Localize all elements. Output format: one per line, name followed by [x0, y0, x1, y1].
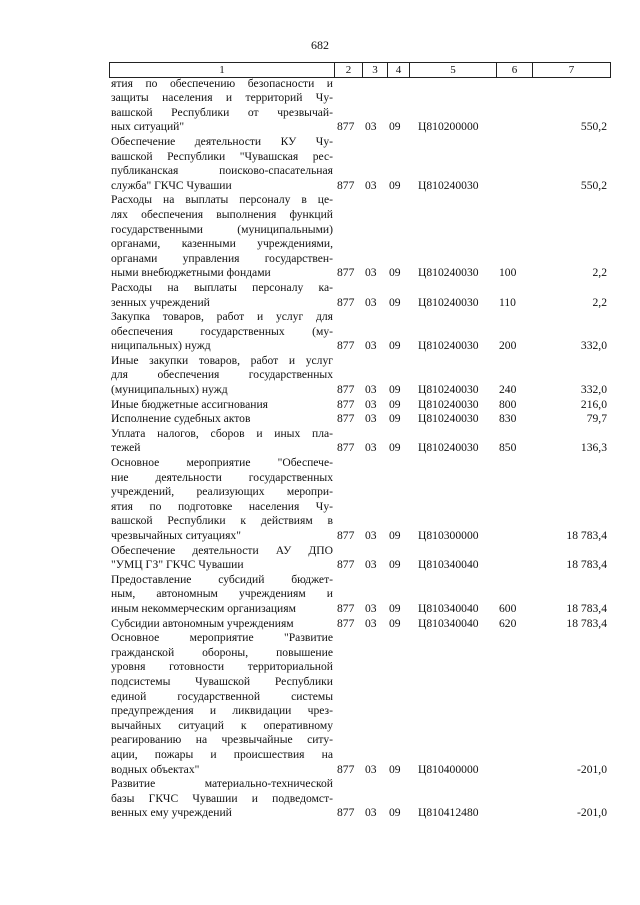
subsection-code: 09 [389, 558, 401, 572]
expense-type-code [497, 763, 533, 778]
section-code: 03 [365, 397, 377, 411]
row-name-line: Основное мероприятие "Развитие [111, 631, 333, 645]
header-col-5: 5 [410, 62, 497, 78]
target-article-code: Ц810340040 [418, 558, 479, 572]
header-col-3: 3 [363, 62, 388, 78]
expense-type-code: 100 [499, 266, 517, 280]
admin-code: 877 [337, 266, 355, 280]
row-name-line: вашской Республики к действиям в [111, 514, 333, 528]
amount: 79,7 [586, 412, 607, 426]
row-name-line: Субсидии автономным учреждениям [111, 616, 294, 630]
subsection-code: 09 [389, 441, 401, 455]
admin-code: 877 [337, 558, 355, 572]
admin-code: 877 [337, 762, 355, 776]
admin-code: 877 [337, 383, 355, 397]
row-name-line: Иные бюджетные ассигнования [111, 397, 268, 411]
amount: -201,0 [577, 806, 607, 820]
header-col-1: 1 [109, 62, 335, 78]
row-name-line: ятия по подготовке населения Чу- [111, 499, 333, 513]
row-name-line: ным, автономным учреждениям и [111, 587, 333, 601]
target-article-code: Ц810300000 [418, 529, 479, 542]
expense-type-code: 620 [499, 616, 517, 630]
subsection-code: 09 [389, 529, 401, 542]
section-code: 03 [365, 558, 377, 572]
amount: 2,2 [592, 266, 607, 280]
row-name-line: ации, пожары и происшествия на [111, 747, 333, 761]
section-code: 03 [365, 616, 377, 630]
admin-code: 877 [337, 441, 355, 455]
row-name-line: ных ситуаций" [111, 120, 185, 134]
subsection-code: 09 [389, 412, 401, 426]
row-name-line: тежей [111, 441, 141, 455]
row-name-line: лях обеспечения выполнения функций [111, 207, 333, 221]
admin-code: 877 [337, 806, 355, 820]
subsection-code: 09 [389, 178, 401, 192]
row-name-line: для обеспечения государственных [111, 368, 333, 382]
target-article-code: Ц810200000 [418, 120, 479, 134]
amount: 332,0 [580, 339, 607, 353]
subsection-code: 09 [389, 762, 401, 776]
row-name-line: государственными (муниципальными) [111, 222, 333, 236]
row-name-line: Закупка товаров, работ и услуг для [111, 310, 333, 324]
row-name-line: "УМЦ ГЗ" ГКЧС Чувашии [111, 558, 244, 572]
target-article-code: Ц810240030 [418, 266, 479, 280]
amount: 332,0 [580, 383, 607, 397]
amount: 550,2 [580, 120, 607, 134]
row-name-line: чрезвычайных ситуациях" [111, 529, 241, 542]
row-name-line: вашской Республики "Чувашская рес- [111, 149, 333, 163]
header-col-4: 4 [388, 62, 410, 78]
subsection-code: 09 [389, 397, 401, 411]
row-name-line: учреждений, реализующих меропри- [111, 485, 333, 499]
admin-code: 877 [337, 397, 355, 411]
row-name-line: венных ему учреждений [111, 806, 232, 820]
section-code: 03 [365, 266, 377, 280]
row-name-line: (муниципальных) нужд [111, 383, 228, 397]
section-code: 03 [365, 601, 377, 615]
expense-type-code [497, 806, 533, 821]
admin-code: 877 [337, 339, 355, 353]
row-name-line: зенных учреждений [111, 295, 210, 309]
section-code: 03 [365, 383, 377, 397]
row-name-line: защиты населения и территорий Чу- [111, 91, 333, 105]
row-name-line: обеспечения государственных (му- [111, 324, 333, 338]
admin-code: 877 [337, 616, 355, 630]
row-name-line: ными внебюджетными фондами [111, 266, 271, 280]
row-name-line: органами управления государствен- [111, 251, 333, 265]
admin-code: 877 [337, 178, 355, 192]
amount: 18 783,4 [566, 529, 607, 542]
page-number: 682 [311, 38, 329, 52]
row-name-line: Обеспечение деятельности КУ Чу- [111, 134, 333, 148]
header-col-6: 6 [497, 62, 533, 78]
expense-type-code: 830 [499, 412, 517, 426]
target-article-code: Ц810240030 [418, 178, 479, 192]
expense-type-code: 110 [499, 295, 516, 309]
section-code: 03 [365, 806, 377, 820]
row-name-line: Развитие материально-технической [111, 777, 333, 791]
row-name-line: Обеспечение деятельности АУ ДПО [111, 543, 333, 557]
admin-code: 877 [337, 120, 355, 134]
expense-type-code [497, 529, 533, 544]
section-code: 03 [365, 529, 377, 542]
expense-type-code: 200 [499, 339, 517, 353]
subsection-code: 09 [389, 806, 401, 820]
admin-code: 877 [337, 295, 355, 309]
header-col-2: 2 [335, 62, 363, 78]
row-name-line: Иные закупки товаров, работ и услуг [111, 353, 333, 367]
expense-type-code: 600 [499, 601, 517, 615]
row-name-line: вашской Республики от чрезвычай- [111, 105, 333, 119]
row-name-line: Расходы на выплаты персоналу в це- [111, 193, 333, 207]
amount: 18 783,4 [566, 601, 607, 615]
amount: -201,0 [577, 762, 607, 776]
subsection-code: 09 [389, 120, 401, 134]
amount: 18 783,4 [566, 616, 607, 630]
subsection-code: 09 [389, 266, 401, 280]
target-article-code: Ц810240030 [418, 295, 479, 309]
target-article-code: Ц810240030 [418, 441, 479, 455]
row-name-line: предупреждения и ликвидации чрез- [111, 704, 333, 718]
row-name-line: вычайных ситуаций к оперативному [111, 718, 333, 732]
row-name-line: ние деятельности государственных [111, 470, 333, 484]
expense-type-code [497, 120, 533, 135]
budget-table [109, 62, 611, 821]
target-article-code: Ц810340040 [418, 601, 479, 615]
row-name-line: водных объектах" [111, 762, 200, 776]
subsection-code: 09 [389, 601, 401, 615]
target-article-code: Ц810240030 [418, 397, 479, 411]
row-name-line: Предоставление субсидий бюджет- [111, 572, 333, 586]
admin-code: 877 [337, 529, 355, 542]
row-name-line: Исполнение судебных актов [111, 412, 251, 426]
row-name-line: ниципальных) нужд [111, 339, 211, 353]
subsection-code: 09 [389, 383, 401, 397]
target-article-code: Ц810240030 [418, 412, 479, 426]
row-name-line: публиканская поисково-спасательная [111, 164, 333, 178]
subsection-code: 09 [389, 616, 401, 630]
row-name-line: Основное мероприятие "Обеспече- [111, 456, 333, 470]
target-article-code: Ц810340040 [418, 616, 479, 630]
row-name-line: базы ГКЧС Чувашии и подведомст- [111, 791, 333, 805]
section-code: 03 [365, 120, 377, 134]
row-name-line: Уплата налогов, сборов и иных пла- [111, 426, 333, 440]
section-code: 03 [365, 178, 377, 192]
expense-type-code: 800 [499, 397, 517, 411]
admin-code: 877 [337, 601, 355, 615]
expense-type-code: 240 [499, 383, 517, 397]
amount: 2,2 [592, 295, 607, 309]
amount: 216,0 [580, 397, 607, 411]
row-name-line: служба" ГКЧС Чувашии [111, 178, 232, 192]
row-name-line: ятия по обеспечению безопасности и [111, 76, 333, 90]
row-name-line: органами, казенными учреждениями, [111, 237, 333, 251]
section-code: 03 [365, 295, 377, 309]
amount: 136,3 [580, 441, 607, 455]
row-name-line: подсистемы Чувашской Республики [111, 674, 333, 688]
admin-code: 877 [337, 412, 355, 426]
target-article-code: Ц810240030 [418, 383, 479, 397]
section-code: 03 [365, 339, 377, 353]
section-code: 03 [365, 412, 377, 426]
target-article-code: Ц810240030 [418, 339, 479, 353]
subsection-code: 09 [389, 295, 401, 309]
row-name-line: Расходы на выплаты персоналу ка- [111, 280, 333, 294]
amount: 550,2 [580, 178, 607, 192]
row-name-line: иным некоммерческим организациям [111, 601, 296, 615]
expense-type-code: 850 [499, 441, 517, 455]
amount: 18 783,4 [566, 558, 607, 572]
subsection-code: 09 [389, 339, 401, 353]
section-code: 03 [365, 762, 377, 776]
section-code: 03 [365, 441, 377, 455]
row-name-line: единой государственной системы [111, 689, 333, 703]
expense-type-code [497, 179, 533, 194]
expense-type-code [497, 558, 533, 573]
row-name-line: реагированию на чрезвычайные ситу- [111, 733, 333, 747]
header-col-7: 7 [533, 62, 611, 78]
row-name-line: уровня готовности территориальной [111, 660, 333, 674]
target-article-code: Ц810412480 [418, 806, 479, 820]
row-name-line: гражданской обороны, повышение [111, 645, 333, 659]
target-article-code: Ц810400000 [418, 762, 479, 776]
